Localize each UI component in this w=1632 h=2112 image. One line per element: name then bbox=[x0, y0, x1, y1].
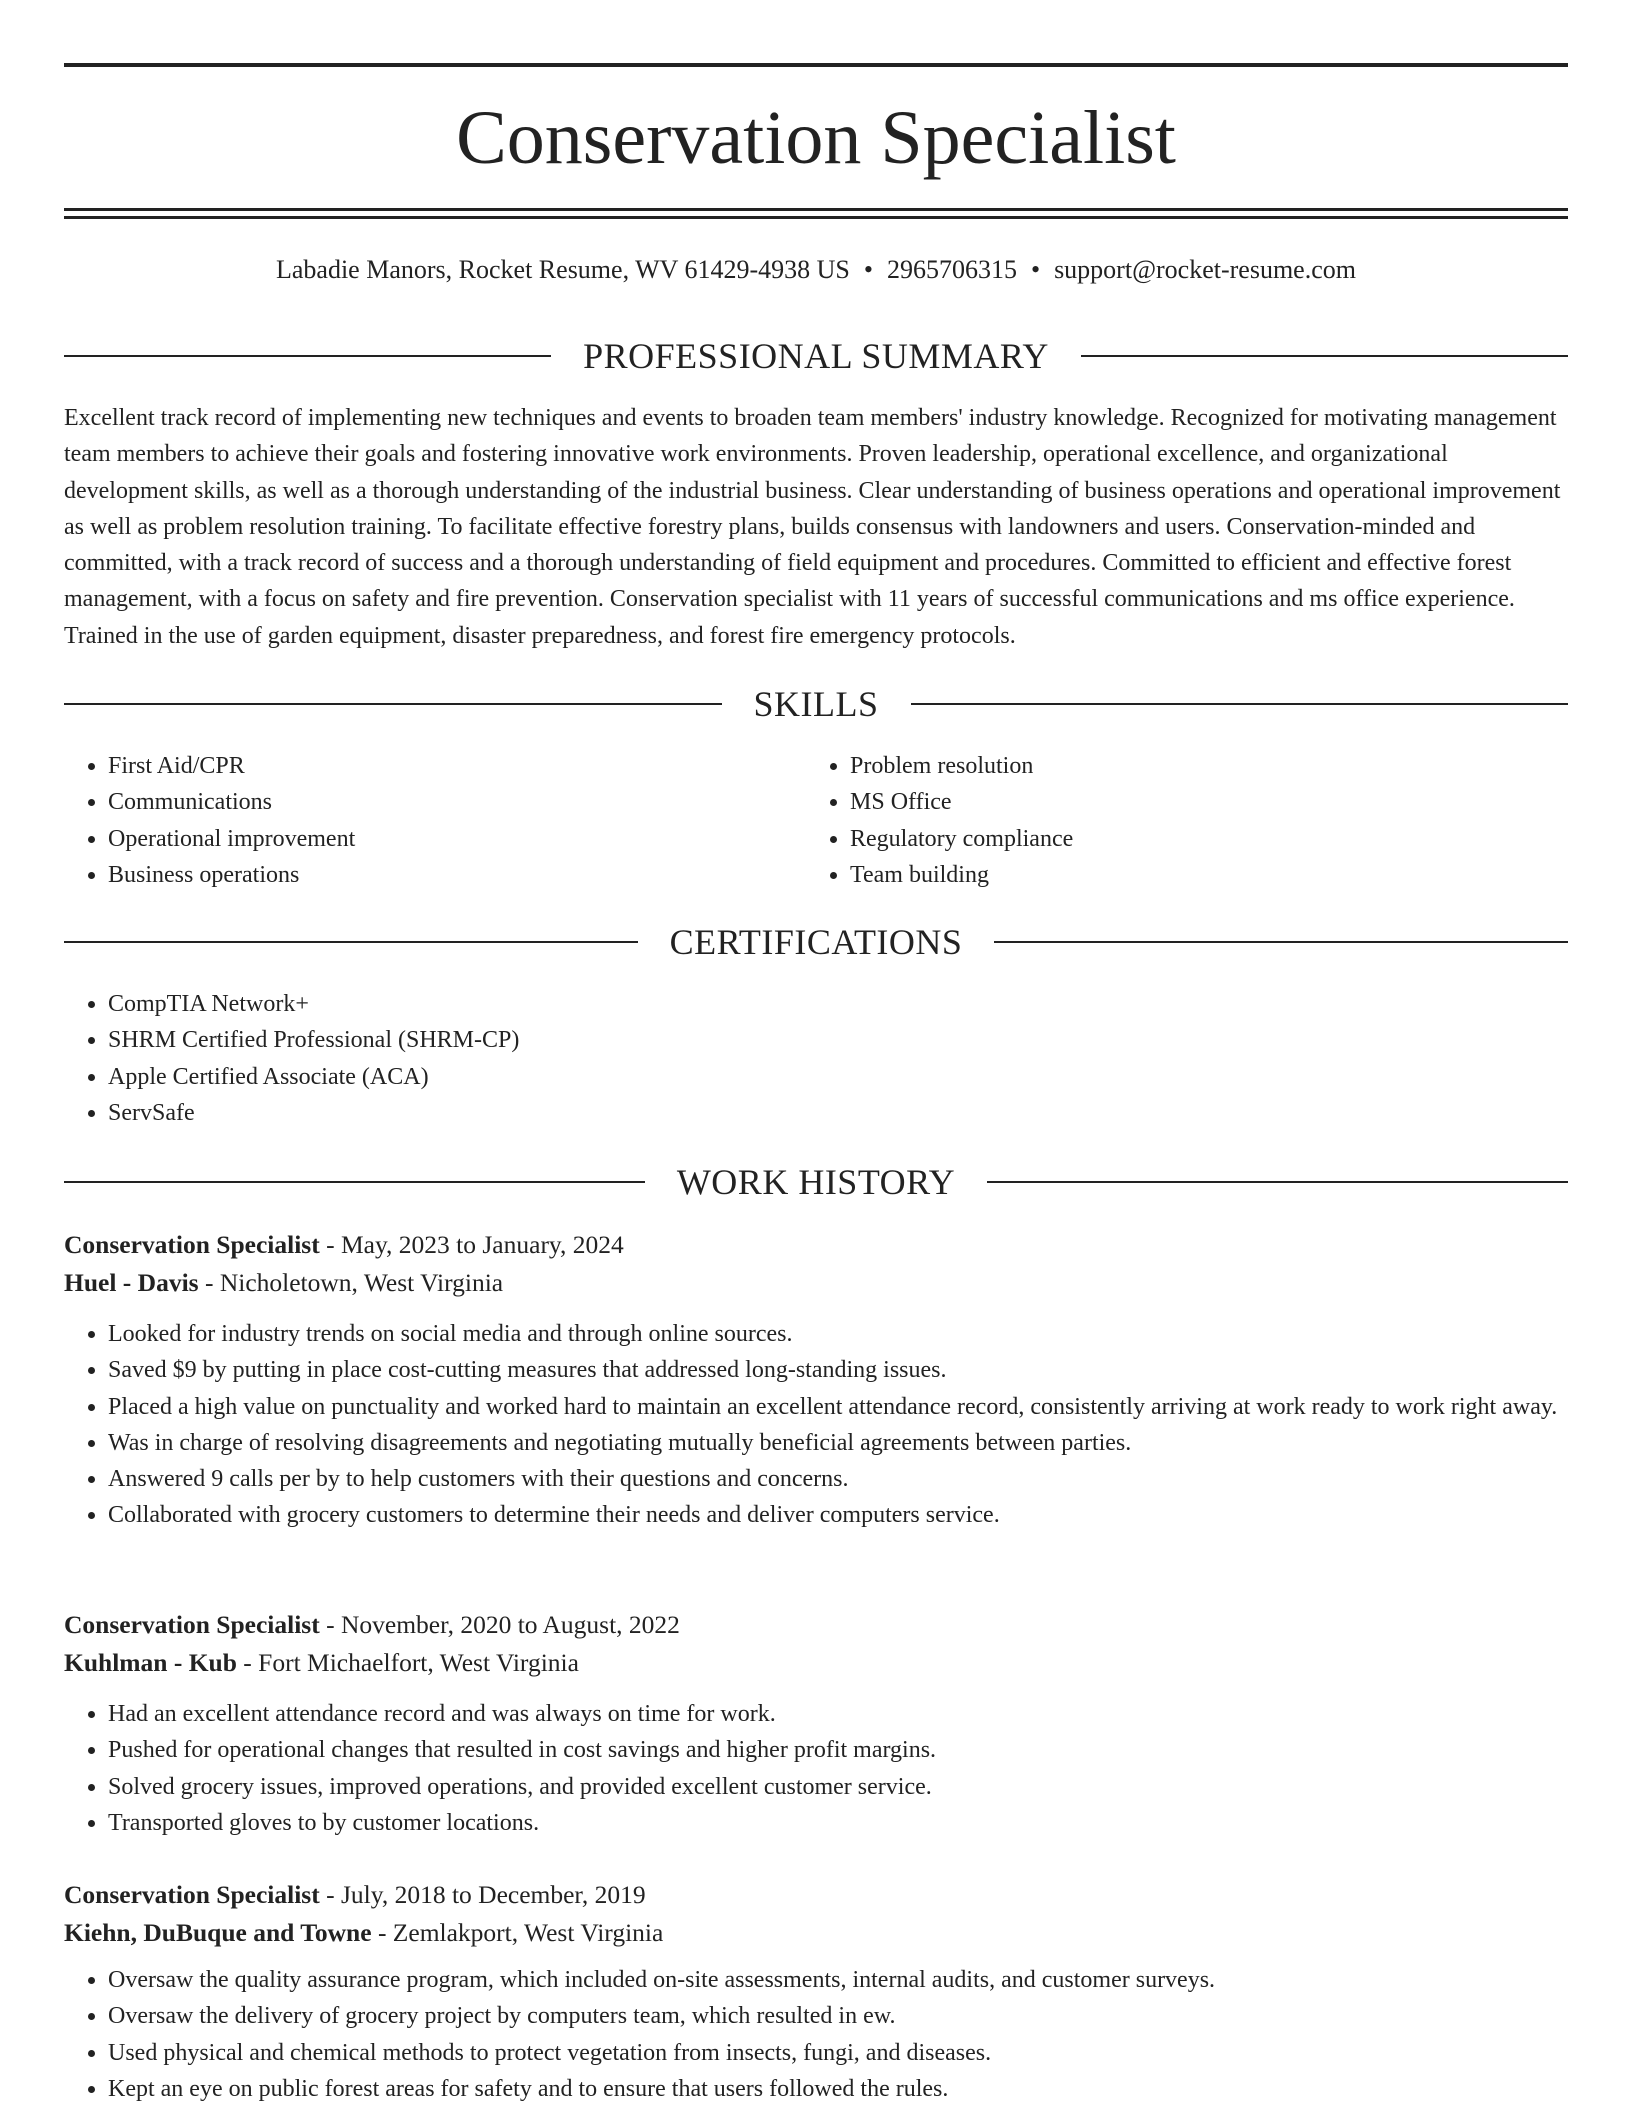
certification-item: • SHRM Certified Professional (SHRM-CP) bbox=[108, 1022, 1568, 1058]
job-dates: - July, 2018 to December, 2019 bbox=[319, 1880, 646, 1909]
resume-title: Conservation Specialist bbox=[456, 96, 1176, 180]
job-company: Huel - Davis bbox=[64, 1268, 199, 1297]
work-history-heading bbox=[64, 1160, 1568, 1204]
skill-item: • MS Office bbox=[850, 784, 1568, 820]
job-location: - Nicholetown, West Virginia bbox=[198, 1268, 504, 1297]
skills-column-left bbox=[64, 748, 806, 893]
job-entry bbox=[64, 1876, 1568, 2107]
job-bullet: • Transported gloves to by customer locations. bbox=[108, 1805, 1568, 1841]
contact-email: support@rocket-resume.com bbox=[1054, 255, 1356, 284]
header-top-rule bbox=[64, 63, 1568, 67]
job-bullet: • Had an excellent attendance record and was always on time for work. bbox=[108, 1696, 1568, 1732]
job-bullet: • Collaborated with grocery customers to determine their needs and deliver computers service. bbox=[108, 1497, 1568, 1533]
divider bbox=[987, 1181, 1568, 1183]
skills-list bbox=[64, 748, 1568, 893]
job-bullet: • Solved grocery issues, improved operations, and provided excellent customer service. bbox=[108, 1769, 1568, 1805]
job-bullet: • Pushed for operational changes that resulted in cost savings and higher profit margins. bbox=[108, 1732, 1568, 1768]
job-title: Conservation Specialist bbox=[64, 1230, 320, 1259]
job-location: - Zemlakport, West Virginia bbox=[371, 1918, 664, 1947]
contact-line bbox=[64, 252, 1568, 288]
skill-item: • Team building bbox=[850, 857, 1568, 893]
job-location: - Fort Michaelfort, West Virginia bbox=[236, 1648, 579, 1677]
contact-phone: 2965706315 bbox=[886, 255, 1017, 284]
skills-column-right bbox=[806, 748, 1568, 893]
job-bullet: • Oversaw the quality assurance program, which included on-site assessments, internal audits, and customer surveys. bbox=[108, 1962, 1568, 1998]
divider bbox=[64, 941, 638, 943]
job-bullet: • Was in charge of resolving disagreements and negotiating mutually beneficial agreements between parties. bbox=[108, 1425, 1568, 1461]
divider bbox=[994, 941, 1568, 943]
contact-separator: • bbox=[1030, 255, 1041, 284]
skill-item: • Problem resolution bbox=[850, 748, 1568, 784]
divider bbox=[1081, 355, 1568, 357]
certifications-list bbox=[64, 986, 1568, 1131]
divider bbox=[64, 1181, 645, 1183]
skill-item: • Business operations bbox=[108, 857, 806, 893]
divider bbox=[64, 355, 551, 357]
certifications-heading bbox=[64, 920, 1568, 964]
job-company-line bbox=[64, 1914, 1568, 1952]
job-title-line bbox=[64, 1876, 1568, 1914]
section-title: WORK HISTORY bbox=[676, 1162, 956, 1202]
skill-item: • Operational improvement bbox=[108, 821, 806, 857]
job-bullets bbox=[64, 1316, 1568, 1534]
certification-item: • CompTIA Network+ bbox=[108, 986, 1568, 1022]
certification-item: • Apple Certified Associate (ACA) bbox=[108, 1059, 1568, 1095]
contact-separator: • bbox=[863, 255, 873, 284]
section-title: PROFESSIONAL SUMMARY bbox=[583, 336, 1049, 376]
job-bullet: • Answered 9 calls per by to help customers with their questions and concerns. bbox=[108, 1461, 1568, 1497]
job-title-line bbox=[64, 1226, 1568, 1264]
job-bullet: • Saved $9 by putting in place cost-cutting measures that addressed long-standing issues. bbox=[108, 1352, 1568, 1388]
divider bbox=[911, 703, 1569, 705]
skill-item: • First Aid/CPR bbox=[108, 748, 806, 784]
job-bullet: • Oversaw the delivery of grocery project by computers team, which resulted in ew. bbox=[108, 1998, 1568, 2034]
job-entry bbox=[64, 1606, 1568, 1841]
header-double-rule bbox=[64, 208, 1568, 219]
skill-item: • Regulatory compliance bbox=[850, 821, 1568, 857]
summary-heading bbox=[64, 334, 1568, 378]
job-entry bbox=[64, 1226, 1568, 1534]
job-bullets bbox=[64, 1696, 1568, 1841]
divider bbox=[64, 703, 722, 705]
job-bullet: • Placed a high value on punctuality and worked hard to maintain an excellent attendance record, consistently arriving at work ready to work right away. bbox=[108, 1389, 1568, 1425]
job-bullets bbox=[64, 1962, 1568, 2107]
job-dates: - November, 2020 to August, 2022 bbox=[319, 1610, 680, 1639]
job-company: Kuhlman - Kub bbox=[64, 1648, 237, 1677]
skills-heading bbox=[64, 682, 1568, 726]
job-title: Conservation Specialist bbox=[64, 1610, 320, 1639]
job-bullet: • Kept an eye on public forest areas for safety and to ensure that users followed the rules. bbox=[108, 2071, 1568, 2107]
job-dates: - May, 2023 to January, 2024 bbox=[319, 1230, 624, 1259]
job-bullet: • Used physical and chemical methods to protect vegetation from insects, fungi, and diseases. bbox=[108, 2035, 1568, 2071]
skill-item: • Communications bbox=[108, 784, 806, 820]
section-title: SKILLS bbox=[753, 684, 879, 724]
summary-text: Excellent track record of implementing new techniques and events to broaden team members' industry knowledge. Recognized for motivating management team members to achieve their goals and fostering innovative work environments. Proven leadership, operational excellence, and organizational development skills, as well as a thorough understanding of the industrial business. Clear understanding of business operations and operational improvement as well as problem resolution training. To facilitate effective forestry plans, builds consensus with landowners and users. Conservation-minded and committed, with a track record of success and a thorough understanding of field equipment and procedures. Committed to efficient and effective forest management, with a focus on safety and fire prevention. Conservation specialist with 11 years of successful communications and ms office experience. Trained in the use of garden equipment, disaster preparedness, and forest fire emergency protocols. bbox=[64, 405, 1561, 649]
job-bullet: • Looked for industry trends on social media and through online sources. bbox=[108, 1316, 1568, 1352]
job-title: Conservation Specialist bbox=[64, 1880, 320, 1909]
job-company-line bbox=[64, 1644, 1568, 1682]
job-company: Kiehn, DuBuque and Towne bbox=[64, 1918, 372, 1947]
job-company-line bbox=[64, 1264, 1568, 1302]
section-title: CERTIFICATIONS bbox=[669, 922, 963, 962]
job-title-line bbox=[64, 1606, 1568, 1644]
contact-address: Labadie Manors, Rocket Resume, WV 61429-4938 US bbox=[276, 255, 850, 284]
certification-item: • ServSafe bbox=[108, 1095, 1568, 1131]
